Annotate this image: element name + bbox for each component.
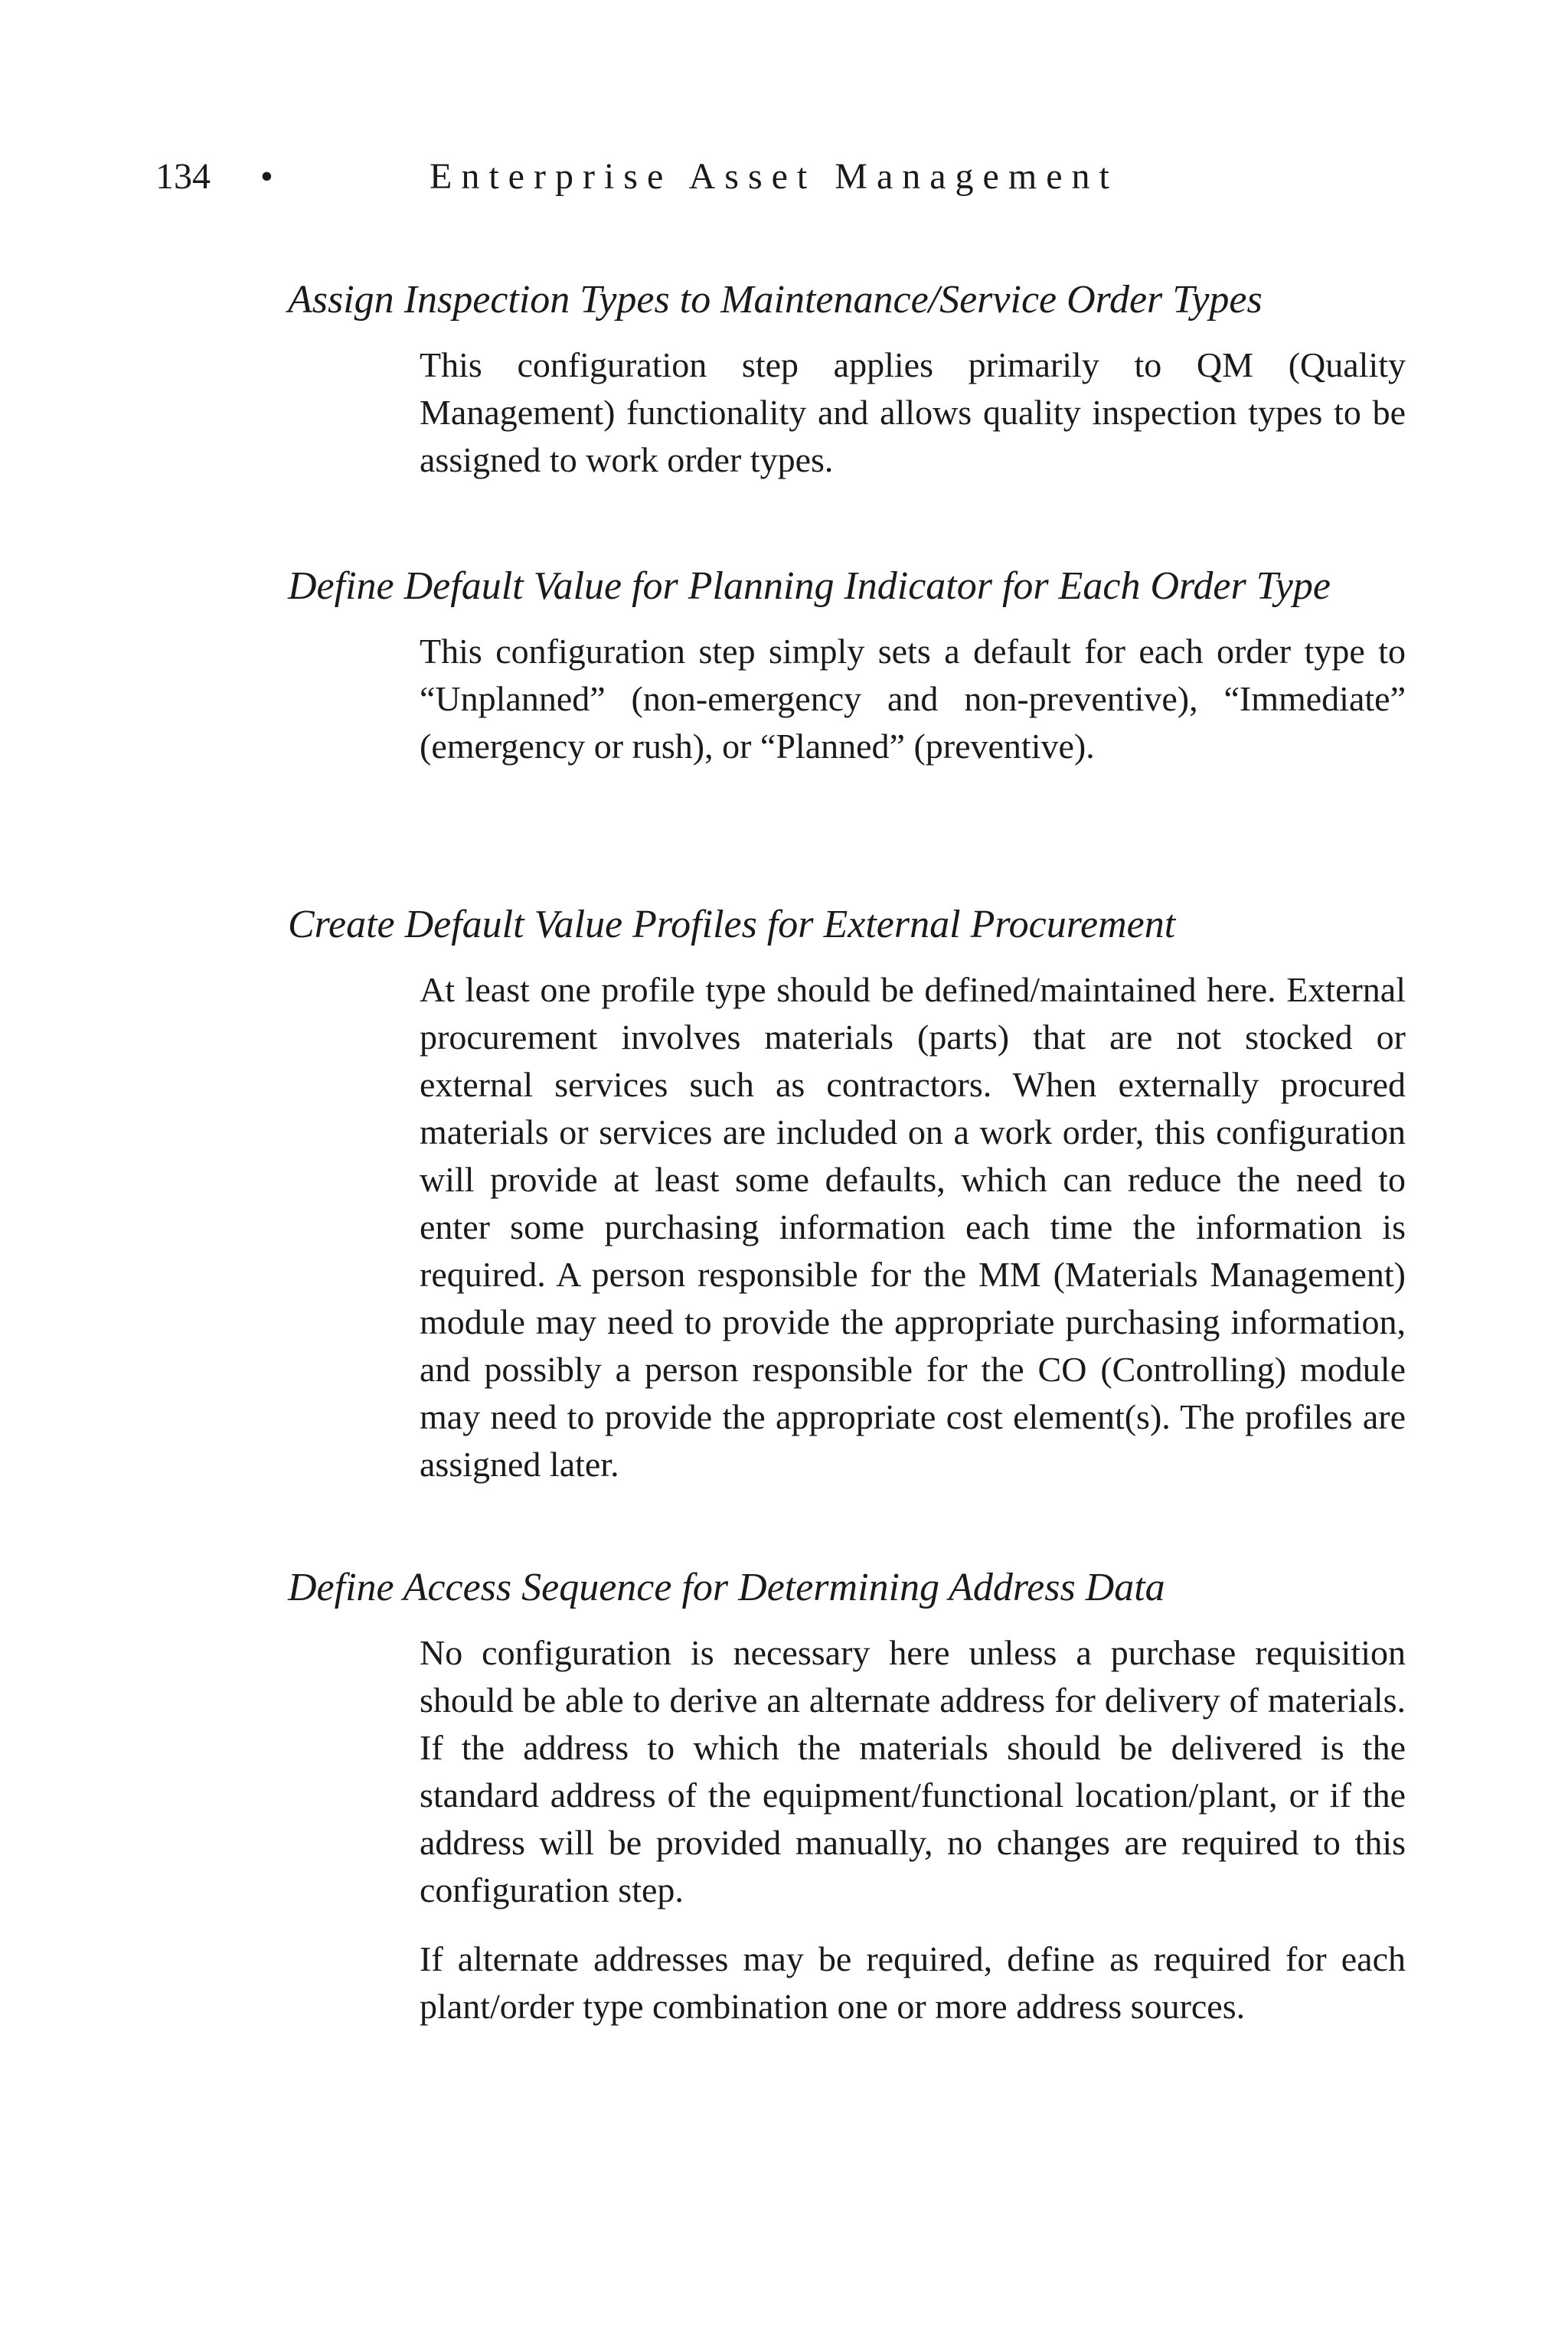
bullet-separator: • <box>260 156 273 197</box>
page-number: 134 <box>155 156 211 197</box>
section-define-access-sequence <box>288 1560 1406 2030</box>
section-paragraph: If alternate addresses may be required, define as required for each plant/order type combination one or more address sources. <box>420 1939 1406 2026</box>
section-assign-inspection-types <box>288 273 1406 484</box>
book-title: Enterprise Asset Management <box>430 156 1119 197</box>
section-create-default-value-profiles <box>288 897 1406 1488</box>
section-heading: Assign Inspection Types to Maintenance/Service Order Types <box>288 278 1263 322</box>
section-paragraph: This configuration step applies primarily to QM (Quality Management) functionality and allows quality inspection types to be assigned to work order types. <box>420 345 1406 479</box>
section-paragraph: No configuration is necessary here unless a purchase requisition should be able to derive an alternate address for delivery of materials. If the address to which the materials should be delivered is the standard address of the equipment/functional location/plant, or if the address will be provided manually, no changes are required to this configuration step. <box>420 1633 1406 1909</box>
section-define-default-planning-indicator <box>288 559 1406 770</box>
running-head <box>155 150 1426 204</box>
section-heading: Define Access Sequence for Determining Address Data <box>288 1566 1165 1609</box>
section-heading: Create Default Value Profiles for External Procurement <box>288 903 1176 946</box>
section-paragraph: This configuration step simply sets a default for each order type to “Unplanned” (non-emergency and non-preventive), “Immediate” (emergency or rush), or “Planned” (preventive). <box>420 632 1406 766</box>
section-heading: Define Default Value for Planning Indicator for Each Order Type <box>288 564 1331 608</box>
section-paragraph: At least one profile type should be defined/maintained here. External procurement involves materials (parts) that are not stocked or external services such as contractors. When externally procured materials or services are included on a work order, this configuration will provide at least some defaults, which can reduce the need to enter some purchasing information each time the information is required. A person responsible for the MM (Materials Management) module may need to provide the appropriate purchasing information, and possibly a person responsible for the CO (Controlling) module may need to provide the appropriate cost element(s). The profiles are assigned later. <box>420 970 1406 1484</box>
